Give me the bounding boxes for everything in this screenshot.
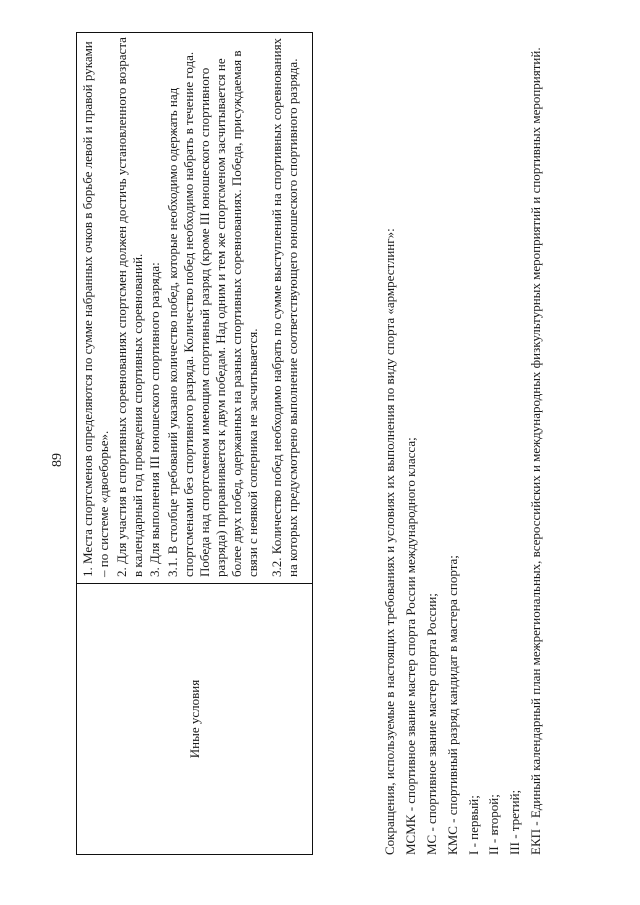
note-line: МСМК - спортивное звание мастер спорта России международного класса;	[402, 437, 418, 855]
requirements-table	[76, 32, 313, 855]
table-row	[77, 33, 313, 855]
spacer	[261, 37, 268, 577]
notes-intro: Сокращения, используемые в настоящих требованиях и условиях их выполнения по виду спорта «армрестлинг»:	[382, 228, 397, 855]
condition-item-1: 1. Места спортсменов определяются по сумме набранных очков в борьбе левой и правой руками – по системе «двоеборье».	[80, 41, 111, 577]
spacer	[302, 37, 309, 577]
note-line: МС - спортивное звание мастер спорта России;	[423, 593, 439, 855]
abbreviations-notes	[380, 35, 547, 855]
note-line: I - первый;	[465, 795, 481, 855]
condition-item-3-2: 3.2. Количество побед необходимо набрать по сумме выступлений на спортивных соревнованиях на которых предусмотрено выполнение соответствующего юношеского спортивного разряда.	[269, 37, 301, 577]
note-line: II - второй;	[486, 794, 502, 855]
condition-item-3: 3. Для выполнения III юношеского спортивного разряда:	[147, 262, 163, 577]
condition-item-2: 2. Для участия в спортивных соревнованиях спортсмен должен достичь установленного возраста в календарный год проведения спортивных соревнований.	[113, 37, 145, 577]
condition-item-3-1: 3.1. В столбце требований указано количество побед, которые необходимо одержать над спортсменами без спортивного разряда. Количество побед необходимо набрать в течение года. Победа над спортсменом имеющим спортивный разряд (кроме III юношеского спортивного разряда) приравнивается к двум победам. Над одним и тем же спортсменом засчитывается не более двух побед, одержанных на разных спортивных соревнованиях. Победа, присуждаемая в связи с неявкой соперника не засчитывается.	[165, 50, 260, 577]
row-label: Иные условия	[77, 584, 313, 855]
note-line: КМС - спортивный разряд кандидат в мастера спорта;	[444, 555, 460, 855]
note-line: ЕКП - Единый календарный план межрегиональных, всероссийских и международных физкультурных мероприятий и спортивных мероприятий.	[528, 47, 544, 855]
conditions-cell	[77, 33, 313, 584]
note-line: III - третий;	[507, 789, 523, 855]
page-number: 89	[50, 453, 65, 467]
